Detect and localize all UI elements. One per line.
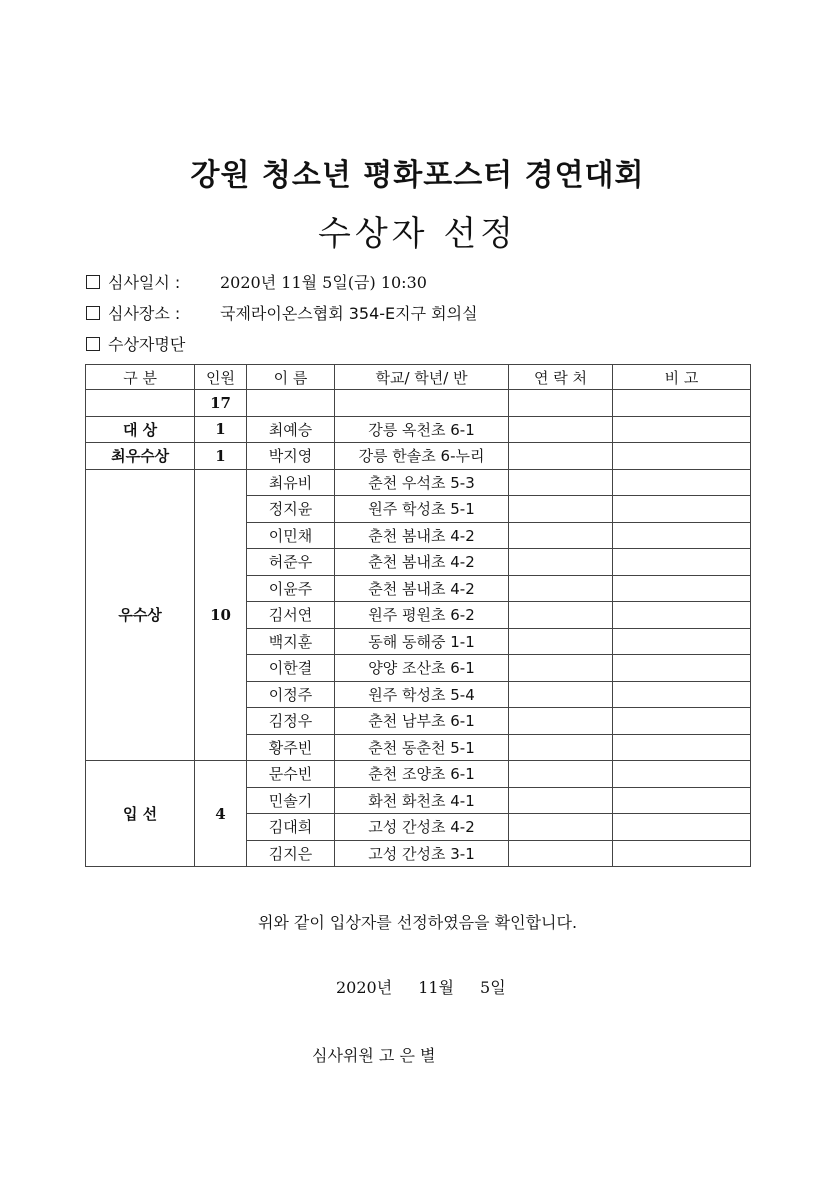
header-note: 비 고 <box>613 365 751 390</box>
winner-name: 김지은 <box>246 840 334 867</box>
winner-school: 강릉 옥천초 6-1 <box>335 416 509 443</box>
winner-name: 민솔기 <box>246 787 334 814</box>
winner-school: 고성 간성초 4-2 <box>335 814 509 841</box>
winner-school: 원주 평원초 6-2 <box>335 602 509 629</box>
winner-note <box>613 575 751 602</box>
winner-note <box>613 734 751 761</box>
winner-school: 양양 조산초 6-1 <box>335 655 509 682</box>
winner-name: 백지훈 <box>246 628 334 655</box>
award-count: 4 <box>195 761 247 867</box>
winner-name: 최유비 <box>246 469 334 496</box>
winner-name: 문수빈 <box>246 761 334 788</box>
winner-note <box>613 469 751 496</box>
winner-school: 춘천 봄내초 4-2 <box>335 575 509 602</box>
header-contact: 연 락 처 <box>508 365 612 390</box>
winner-school: 동해 동해중 1-1 <box>335 628 509 655</box>
winner-school: 원주 학성초 5-1 <box>335 496 509 523</box>
winner-note <box>613 443 751 470</box>
winner-contact <box>508 549 612 576</box>
judge-signature: 심사위원 고 은 별 <box>312 1046 436 1065</box>
winner-school: 춘천 조양초 6-1 <box>335 761 509 788</box>
info-review-place: 심사장소 : 국제라이온스협회 354-E지구 회의실 <box>86 301 478 324</box>
winner-contact <box>508 787 612 814</box>
award-category: 대 상 <box>86 416 195 443</box>
winner-name: 김서연 <box>246 602 334 629</box>
winner-contact <box>508 443 612 470</box>
winner-name: 허준우 <box>246 549 334 576</box>
winner-name: 이한결 <box>246 655 334 682</box>
winner-school: 춘천 남부초 6-1 <box>335 708 509 735</box>
total-row <box>86 390 751 417</box>
document-title: 강원 청소년 평화포스터 경연대회 <box>190 158 645 193</box>
winner-school: 고성 간성초 3-1 <box>335 840 509 867</box>
winner-school: 춘천 우석초 5-3 <box>335 469 509 496</box>
checkbox-square-icon <box>86 337 100 351</box>
winner-contact <box>508 522 612 549</box>
info-review-date: 심사일시 : 2020년 11월 5일(금) 10:30 <box>86 270 427 293</box>
winner-school: 강릉 한솔초 6-누리 <box>335 443 509 470</box>
checkbox-square-icon <box>86 306 100 320</box>
winner-contact <box>508 734 612 761</box>
winner-note <box>613 496 751 523</box>
winner-contact <box>508 681 612 708</box>
table-row <box>86 761 751 788</box>
checkbox-square-icon <box>86 275 100 289</box>
winner-school: 화천 화천초 4-1 <box>335 787 509 814</box>
award-category: 최우수상 <box>86 443 195 470</box>
winner-name: 박지영 <box>246 443 334 470</box>
winner-note <box>613 655 751 682</box>
header-school: 학교/ 학년/ 반 <box>335 365 509 390</box>
winner-name: 황주빈 <box>246 734 334 761</box>
winner-note <box>613 522 751 549</box>
winner-school: 춘천 봄내초 4-2 <box>335 549 509 576</box>
winner-name: 이윤주 <box>246 575 334 602</box>
winner-contact <box>508 708 612 735</box>
winner-name: 최예승 <box>246 416 334 443</box>
document-date: 2020년 11월 5일 <box>336 978 506 997</box>
winner-note <box>613 814 751 841</box>
award-count: 1 <box>195 443 247 470</box>
winner-contact <box>508 416 612 443</box>
winner-school: 춘천 봄내초 4-2 <box>335 522 509 549</box>
winner-note <box>613 549 751 576</box>
header-category: 구 분 <box>86 365 195 390</box>
header-count: 인원 <box>195 365 247 390</box>
winner-note <box>613 761 751 788</box>
winner-contact <box>508 761 612 788</box>
winner-note <box>613 787 751 814</box>
winner-name: 정지윤 <box>246 496 334 523</box>
confirmation-text: 위와 같이 입상자를 선정하였음을 확인합니다. <box>257 913 578 932</box>
winner-name: 김대희 <box>246 814 334 841</box>
award-category: 입 선 <box>86 761 195 867</box>
table-header-row <box>86 365 751 390</box>
winner-note <box>613 708 751 735</box>
winner-name: 이민채 <box>246 522 334 549</box>
winner-school: 춘천 동춘천 5-1 <box>335 734 509 761</box>
winner-note <box>613 602 751 629</box>
winner-contact <box>508 655 612 682</box>
document-subtitle: 수상자 선정 <box>317 214 518 254</box>
winner-contact <box>508 496 612 523</box>
winner-note <box>613 681 751 708</box>
winner-contact <box>508 628 612 655</box>
info-winner-list: 수상자명단 <box>86 332 185 355</box>
winner-note <box>613 628 751 655</box>
winner-name: 김정우 <box>246 708 334 735</box>
total-count: 17 <box>195 390 247 417</box>
awards-table <box>85 364 751 867</box>
award-count: 10 <box>195 469 247 761</box>
winner-contact <box>508 602 612 629</box>
winner-note <box>613 840 751 867</box>
header-name: 이 름 <box>246 365 334 390</box>
award-count: 1 <box>195 416 247 443</box>
table-row <box>86 469 751 496</box>
winner-contact <box>508 575 612 602</box>
table-row <box>86 443 751 470</box>
winner-school: 원주 학성초 5-4 <box>335 681 509 708</box>
winner-note <box>613 416 751 443</box>
winner-contact <box>508 840 612 867</box>
winner-contact <box>508 469 612 496</box>
winner-contact <box>508 814 612 841</box>
award-category: 우수상 <box>86 469 195 761</box>
table-row <box>86 416 751 443</box>
winner-name: 이정주 <box>246 681 334 708</box>
